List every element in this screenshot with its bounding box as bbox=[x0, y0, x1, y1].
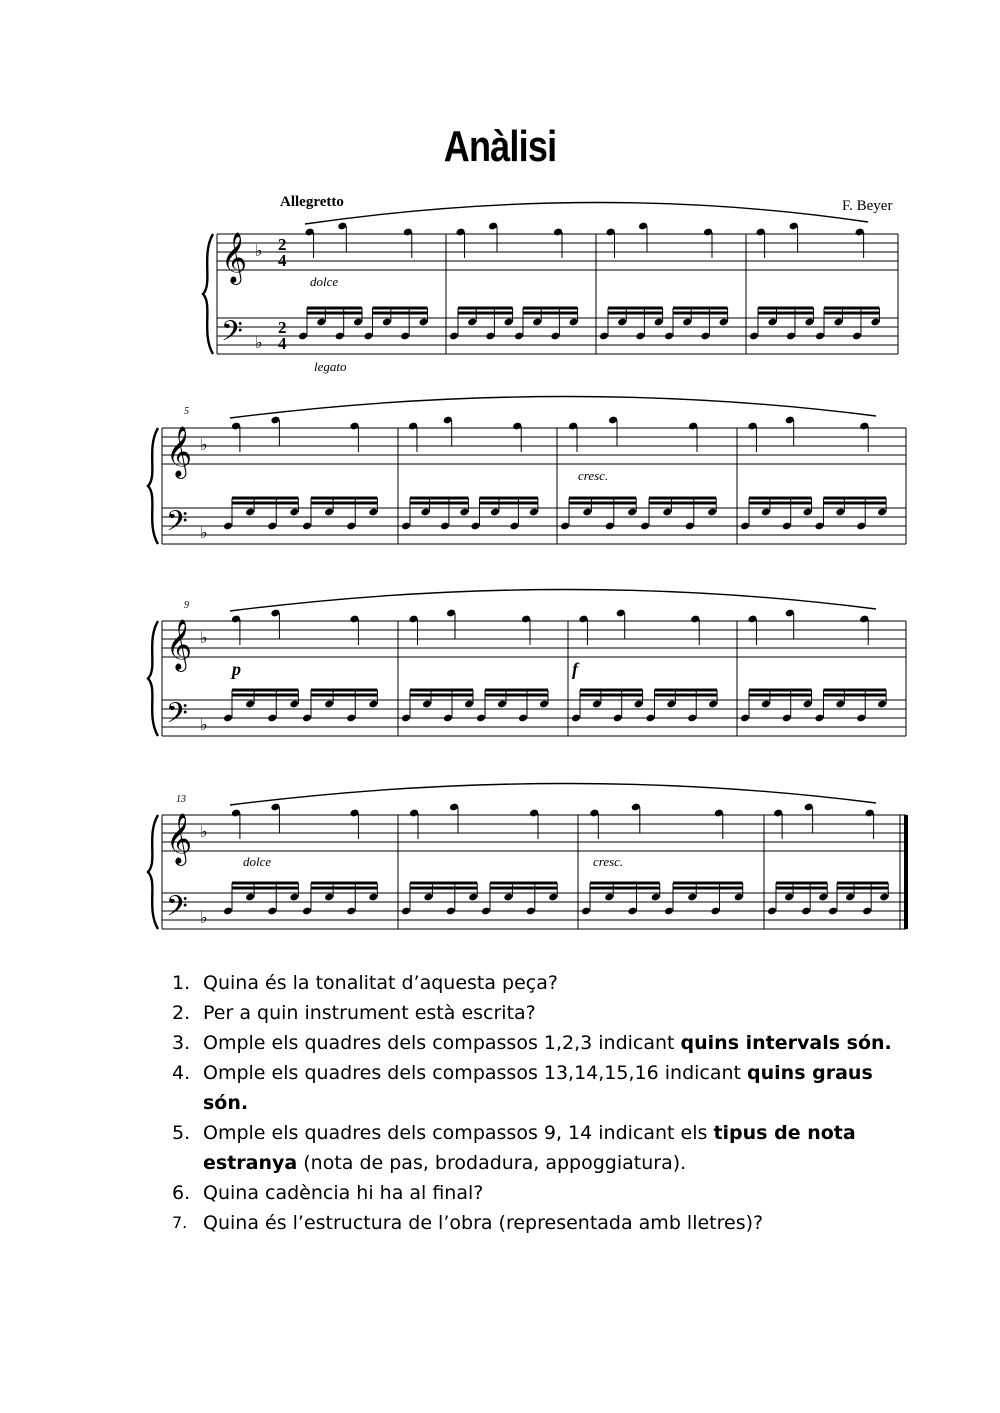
phrase-slur bbox=[230, 396, 876, 418]
bass-clef-icon: 𝄢 bbox=[166, 699, 188, 736]
flat-icon: ♭ bbox=[200, 910, 208, 927]
flat-icon: ♭ bbox=[200, 824, 208, 841]
dynamic-cresc: cresc. bbox=[578, 468, 609, 483]
question-item bbox=[172, 968, 892, 998]
dynamic-piano: p bbox=[232, 659, 241, 679]
dynamic-forte: f bbox=[572, 659, 578, 679]
question-number: 1. bbox=[172, 972, 191, 994]
dynamic-cresc-15: cresc. bbox=[593, 854, 624, 869]
tempo-marking: Allegretto bbox=[280, 194, 344, 210]
question-text: Quina és l’estructura de l’obra (representada amb lletres)? bbox=[203, 1212, 764, 1234]
system-brace bbox=[148, 815, 158, 929]
treble-clef-icon: 𝄞 bbox=[166, 620, 193, 669]
page-title: Anàlisi bbox=[443, 122, 557, 171]
question-number: 4. bbox=[172, 1062, 191, 1084]
question-text: Omple els quadres dels compassos 9, 14 indicant els bbox=[203, 1122, 714, 1144]
question-text: Omple els quadres dels compassos 13,14,15,16 indicant bbox=[203, 1062, 748, 1084]
treble-clef-icon: 𝄞 bbox=[166, 814, 193, 863]
time-signature-bottom-bass: 4 bbox=[278, 334, 287, 353]
time-signature-top-treble: 2 bbox=[278, 235, 287, 254]
bass-clef-icon: 𝄢 bbox=[166, 892, 188, 929]
question-item bbox=[172, 1178, 892, 1208]
question-text: Omple els quadres dels compassos 1,2,3 indicant bbox=[203, 1032, 681, 1054]
question-text: (nota de pas, brodadura, appoggiatura). bbox=[297, 1152, 687, 1174]
question-emphasis: quins graus són. bbox=[203, 1062, 873, 1114]
question-text: Quina és la tonalitat d’aquesta peça? bbox=[203, 972, 558, 994]
flat-icon: ♭ bbox=[200, 630, 208, 647]
question-text: Per a quin instrument està escrita? bbox=[203, 1002, 536, 1024]
bass-clef-icon: 𝄢 bbox=[166, 507, 188, 544]
treble-clef-icon: 𝄞 bbox=[166, 427, 193, 476]
time-signature-top-bass: 2 bbox=[278, 318, 287, 337]
composer-name: F. Beyer bbox=[842, 198, 893, 214]
question-text: Quina cadència hi ha al final? bbox=[203, 1182, 484, 1204]
system-brace bbox=[148, 428, 158, 544]
question-number: 7. bbox=[172, 1213, 188, 1232]
phrase-slur bbox=[305, 202, 868, 224]
question-item bbox=[172, 1058, 892, 1118]
dynamic-legato: legato bbox=[314, 359, 347, 374]
question-item bbox=[172, 1028, 892, 1058]
question-item bbox=[172, 1208, 892, 1238]
phrase-slur bbox=[230, 783, 876, 805]
dynamic-dolce-13: dolce bbox=[243, 854, 272, 869]
measure-number-9: 9 bbox=[184, 600, 189, 611]
flat-icon: ♭ bbox=[200, 525, 208, 542]
question-emphasis: tipus de nota estranya bbox=[203, 1122, 856, 1174]
question-emphasis: quins intervals són. bbox=[680, 1032, 892, 1054]
question-number: 2. bbox=[172, 1002, 191, 1024]
question-number: 6. bbox=[172, 1182, 191, 1204]
system-brace bbox=[203, 234, 213, 354]
question-item bbox=[172, 998, 892, 1028]
flat-icon: ♭ bbox=[200, 437, 208, 454]
question-number: 3. bbox=[172, 1032, 191, 1054]
bass-clef-icon: 𝄢 bbox=[221, 317, 243, 354]
time-signature-bottom-treble: 4 bbox=[278, 251, 287, 270]
question-item bbox=[172, 1118, 892, 1178]
measure-number-13: 13 bbox=[176, 794, 186, 805]
flat-icon: ♭ bbox=[255, 243, 263, 260]
measure-number-5: 5 bbox=[184, 406, 189, 417]
flat-icon: ♭ bbox=[200, 717, 208, 734]
flat-icon: ♭ bbox=[255, 335, 263, 352]
treble-clef-icon: 𝄞 bbox=[221, 233, 248, 282]
question-number: 5. bbox=[172, 1122, 191, 1144]
dynamic-dolce: dolce bbox=[310, 274, 339, 289]
phrase-slur bbox=[230, 589, 876, 611]
system-brace bbox=[148, 621, 158, 736]
question-list bbox=[172, 968, 892, 1238]
